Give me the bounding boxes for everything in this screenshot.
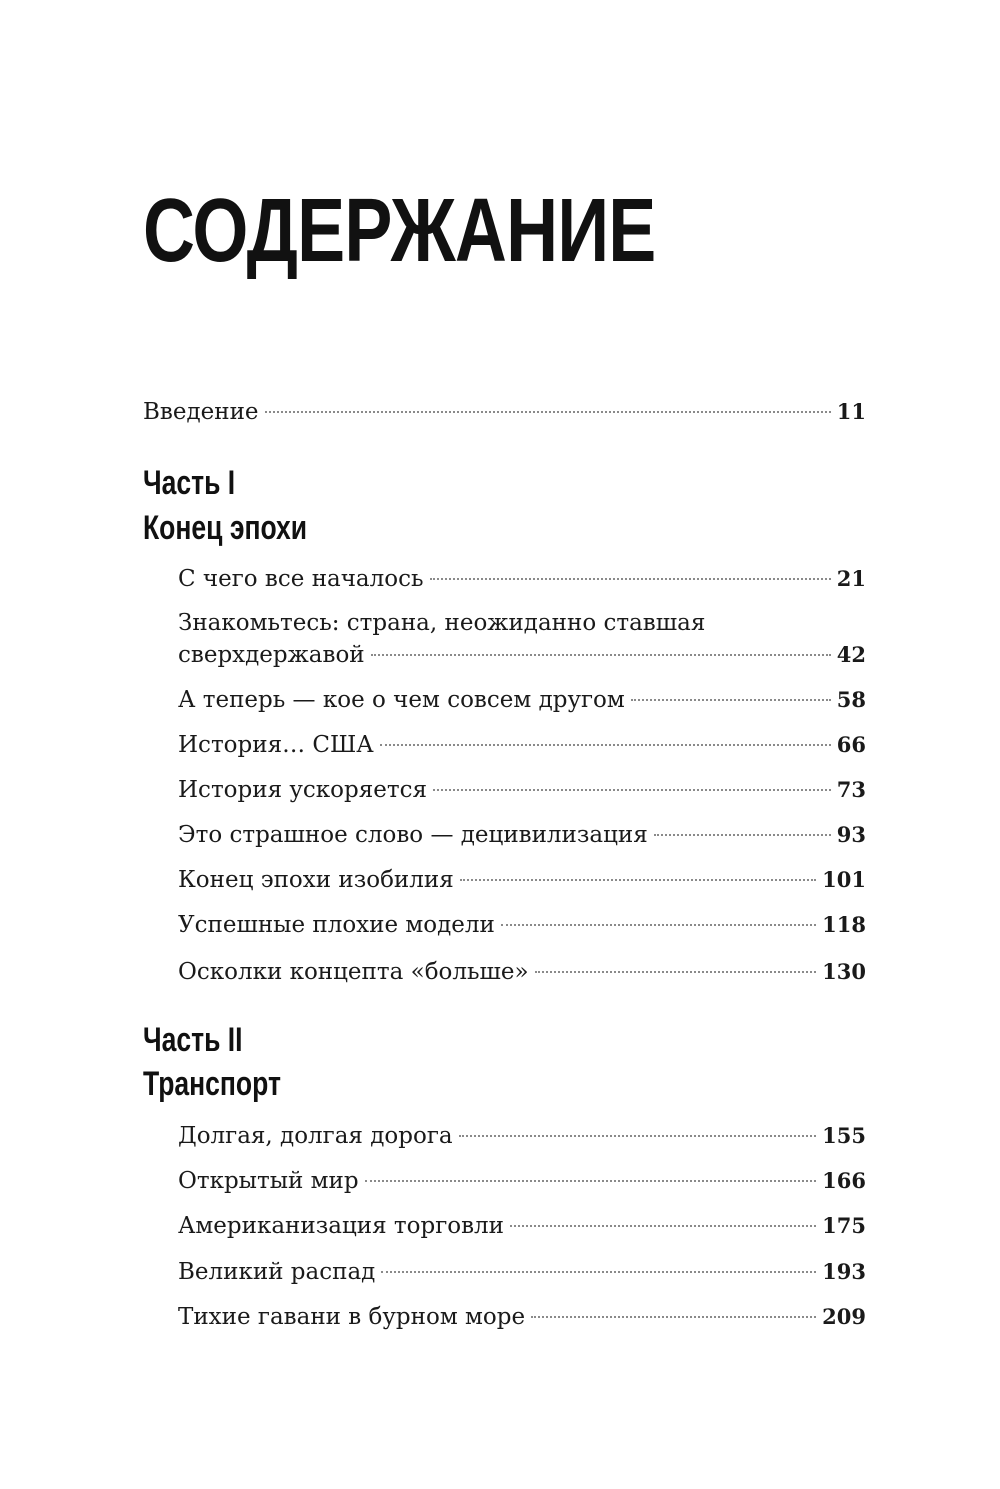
toc-entry-label: Успешные плохие модели xyxy=(178,912,495,938)
toc-entry[interactable] xyxy=(178,1210,866,1242)
part-label: Часть II xyxy=(143,1021,243,1059)
toc-entry[interactable] xyxy=(178,1120,866,1152)
toc-entry[interactable] xyxy=(178,956,866,988)
toc-entry-label: Это страшное слово — децивилизация xyxy=(178,822,648,848)
part-title: Конец эпохи xyxy=(143,509,308,547)
toc-entry-intro[interactable] xyxy=(143,396,866,428)
toc-entry[interactable] xyxy=(178,819,866,851)
part-title: Транспорт xyxy=(143,1065,281,1103)
toc-entry-page: 166 xyxy=(822,1168,866,1193)
dot-leader xyxy=(365,1180,817,1182)
toc-entry-page: 175 xyxy=(822,1213,866,1238)
toc-entry-page: 21 xyxy=(836,566,866,591)
dot-leader xyxy=(380,744,831,746)
toc-entry[interactable] xyxy=(178,864,866,896)
toc-entry-label: Осколки концепта «больше» xyxy=(178,959,529,985)
toc-entry[interactable] xyxy=(178,1256,866,1288)
toc-entry-label: Американизация торговли xyxy=(178,1213,504,1239)
toc-entry[interactable] xyxy=(178,909,866,941)
toc-entry-page: 130 xyxy=(822,959,866,984)
toc-entry-label: Открытый мир xyxy=(178,1168,359,1194)
dot-leader xyxy=(430,578,831,580)
toc-entry-label: Тихие гавани в бурном море xyxy=(178,1304,526,1330)
toc-entry-label: С чего все началось xyxy=(178,566,424,592)
toc-entry[interactable] xyxy=(178,729,866,761)
toc-entry-label: Введение xyxy=(143,399,259,425)
page-title: СОДЕРЖАНИЕ xyxy=(143,181,656,281)
dot-leader xyxy=(433,789,831,791)
toc-entry[interactable] xyxy=(178,607,866,671)
toc-entry-label: сверхдержавой xyxy=(178,642,365,668)
dot-leader xyxy=(535,971,817,973)
dot-leader xyxy=(459,1135,817,1137)
dot-leader xyxy=(631,699,831,701)
toc-entry-page: 58 xyxy=(836,687,866,712)
toc-entry-page: 193 xyxy=(822,1259,866,1284)
toc-entry-page: 11 xyxy=(836,399,866,424)
part-label: Часть I xyxy=(143,464,236,502)
toc-entry[interactable] xyxy=(178,1301,866,1333)
toc-entry-page: 101 xyxy=(822,867,866,892)
toc-entry-label-line1: Знакомьтесь: страна, неожиданно ставшая xyxy=(178,610,706,636)
toc-entry[interactable] xyxy=(178,563,866,595)
toc-entry-page: 118 xyxy=(822,912,866,937)
dot-leader xyxy=(531,1316,816,1318)
dot-leader xyxy=(460,879,816,881)
dot-leader xyxy=(381,1271,816,1273)
toc-entry-page: 93 xyxy=(836,822,866,847)
toc-entry-label: История… США xyxy=(178,732,374,758)
toc-entry-page: 42 xyxy=(836,642,866,667)
toc-entry-label: Долгая, долгая дорога xyxy=(178,1123,453,1149)
toc-entry-page: 209 xyxy=(822,1304,866,1329)
toc-entry-label: Великий распад xyxy=(178,1259,376,1285)
toc-entry-page: 66 xyxy=(836,732,866,757)
toc-entry-page: 73 xyxy=(836,777,866,802)
dot-leader xyxy=(510,1225,816,1227)
toc-entry[interactable] xyxy=(178,774,866,806)
dot-leader xyxy=(654,834,831,836)
dot-leader xyxy=(371,654,831,656)
toc-entry[interactable] xyxy=(178,1165,866,1197)
toc-entry-label: Конец эпохи изобилия xyxy=(178,867,454,893)
toc-entry-label: История ускоряется xyxy=(178,777,427,803)
dot-leader xyxy=(501,924,816,926)
toc-entry-page: 155 xyxy=(822,1123,866,1148)
toc-entry-label: А теперь — кое о чем совсем другом xyxy=(178,687,625,713)
dot-leader xyxy=(265,411,831,413)
toc-entry[interactable] xyxy=(178,684,866,716)
